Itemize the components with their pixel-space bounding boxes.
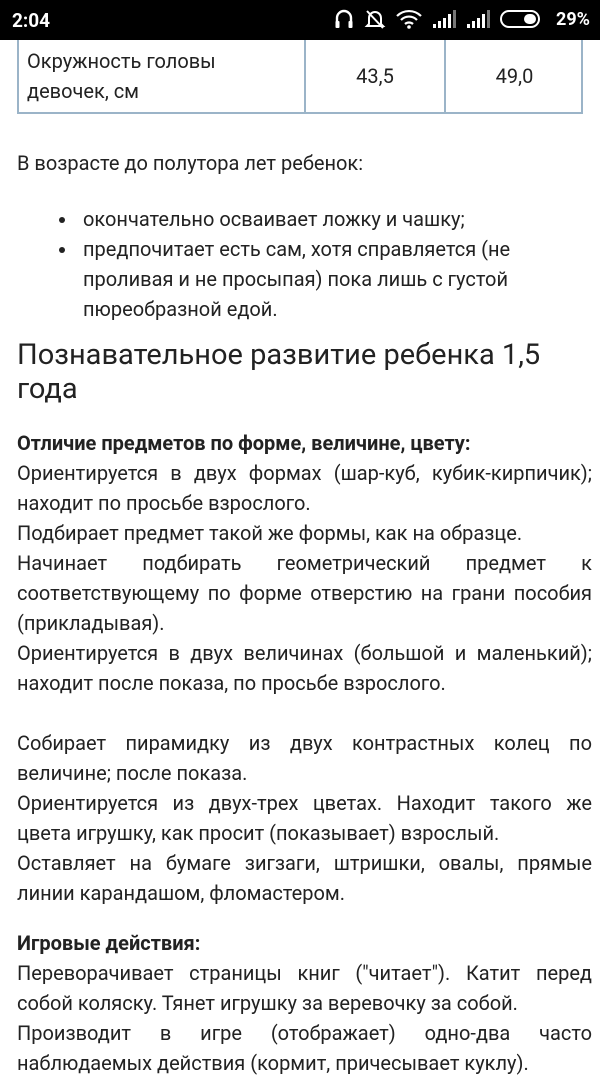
paragraph: Подбирает предмет такой же формы, как на образце. [17,521,523,545]
status-bar [0,0,600,40]
row-label-line1: Окружность головы [27,49,216,73]
table-row-label [19,40,306,112]
headphones-icon [334,8,354,30]
status-icons [334,8,590,30]
battery-percent: 29% [556,8,590,30]
paragraph: Ориентируется в двух формах (шар-куб, кубик-кирпичик); находит по просьбе взрослого. [17,461,592,515]
paragraph: Начинает подбирать геометрический предмет к соответствующему по форме отверстию на грани пособия (прикладывая). [17,551,592,635]
paragraph: Производит в игре (отображает) одно-два часто наблюдаемых действия (кормит, причесывает куклу). [17,1021,592,1075]
signal-icon [432,10,456,28]
subsection-title: Игровые действия: [17,931,201,955]
list-item: предпочитает есть сам, хотя справляется (не проливая и не просыпая) пока лишь с густой пюреобразной едой. [83,234,600,324]
wifi-icon [396,9,422,29]
paragraph: Ориентируется из двух-трех цветах. Находит такого же цвета игрушку, как просит (показывает) взрослый. [17,791,592,845]
paragraph: Собирает пирамидку из двух контрастных колец по величине; после показа. [17,731,592,785]
row-label-line2: девочек, см [27,79,140,103]
battery-icon [500,9,544,29]
subsection-title: Отличие предметов по форме, величине, цвету: [17,431,471,455]
paragraph: Оставляет на бумаге зигзаги, штришки, овалы, прямые линии карандашом, фломастером. [17,851,592,905]
section-heading: Познавательное развитие ребенка 1,5 года [17,338,541,406]
table-cell-value: 49,0 [495,64,534,88]
paragraph: Переворачивает страницы книг ("читает"). Катит перед собой коляску. Тянет игрушку за веревочку за собой. [17,961,592,1015]
mute-icon [364,8,386,30]
status-time: 2:04 [12,9,51,32]
measurements-table [17,40,583,114]
list-item: окончательно осваивает ложку и чашку; [83,204,600,234]
table-cell-value: 43,5 [306,40,446,112]
intro-paragraph: В возрасте до полутора лет ребенок: [17,151,364,175]
signal-icon [466,10,490,28]
bullet-list [17,204,600,324]
paragraph: Ориентируется в двух величинах (большой и маленький); находит после показа, по просьбе взрослого. [17,641,592,695]
